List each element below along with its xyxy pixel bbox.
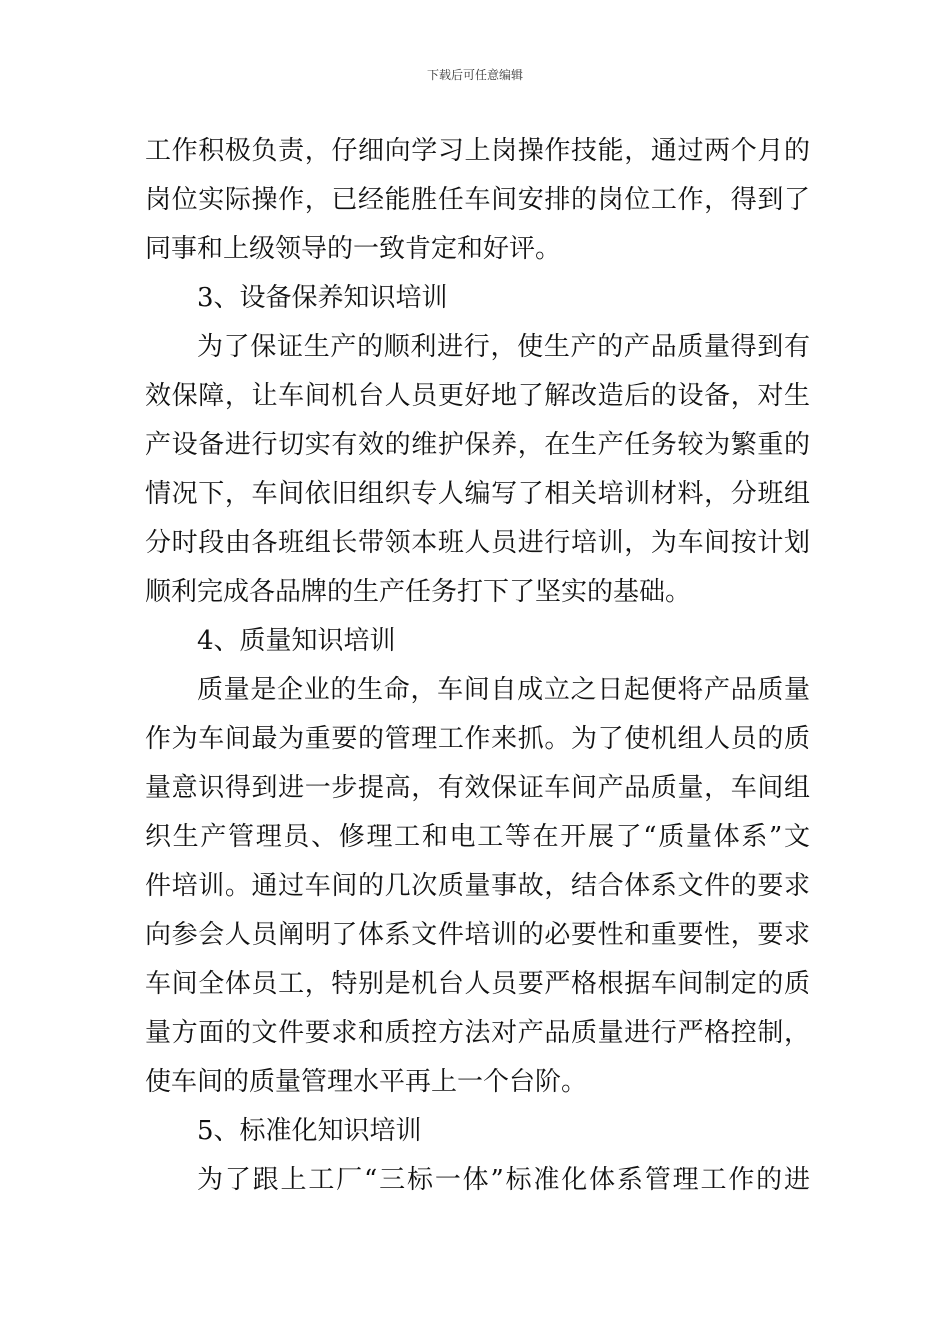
paragraph-line: 情况下，车间依旧组织专人编写了相关培训材料，分班组 [145, 479, 810, 509]
paragraph-line: 车间全体员工，特别是机台人员要严格根据车间制定的质 [145, 969, 810, 999]
paragraph-line: 质量是企业的生命，车间自成立之日起便将产品质量 [197, 675, 810, 705]
section-heading-3: 3、设备保养知识培训 [197, 283, 448, 313]
paragraph-line: 同事和上级领导的一致肯定和好评。 [145, 234, 562, 264]
paragraph-line: 量意识得到进一步提高，有效保证车间产品质量，车间组 [145, 773, 810, 803]
paragraph-line: 作为车间最为重要的管理工作来抓。为了使机组人员的质 [145, 724, 810, 754]
paragraph-line: 件培训。通过车间的几次质量事故，结合体系文件的要求 [145, 871, 810, 901]
paragraph-line: 顺利完成各品牌的生产任务打下了坚实的基础。 [145, 577, 692, 607]
paragraph-line: 向参会人员阐明了体系文件培训的必要性和重要性，要求 [145, 920, 810, 950]
paragraph-line: 分时段由各班组长带领本班人员进行培训，为车间按计划 [145, 528, 810, 558]
document-body [145, 127, 810, 1205]
paragraph-line: 使车间的质量管理水平再上一个台阶。 [145, 1067, 588, 1097]
paragraph-line: 织生产管理员、修理工和电工等在开展了“质量体系”文 [145, 822, 810, 852]
paragraph-line: 为了跟上工厂“三标一体”标准化体系管理工作的进 [197, 1165, 810, 1195]
page-header: 下载后可任意编辑 [426, 68, 523, 82]
paragraph-line: 为了保证生产的顺利进行，使生产的产品质量得到有 [197, 332, 810, 362]
paragraph-line: 效保障，让车间机台人员更好地了解改造后的设备，对生 [145, 381, 810, 411]
paragraph-line: 量方面的文件要求和质控方法对产品质量进行严格控制， [145, 1018, 810, 1048]
paragraph-line: 工作积极负责，仔细向学习上岗操作技能，通过两个月的 [145, 136, 810, 166]
section-heading-4: 4、质量知识培训 [197, 626, 396, 656]
paragraph-line: 产设备进行切实有效的维护保养，在生产任务较为繁重的 [145, 430, 810, 460]
section-heading-5: 5、标准化知识培训 [197, 1116, 422, 1146]
paragraph-line: 岗位实际操作，已经能胜任车间安排的岗位工作，得到了 [145, 185, 810, 215]
